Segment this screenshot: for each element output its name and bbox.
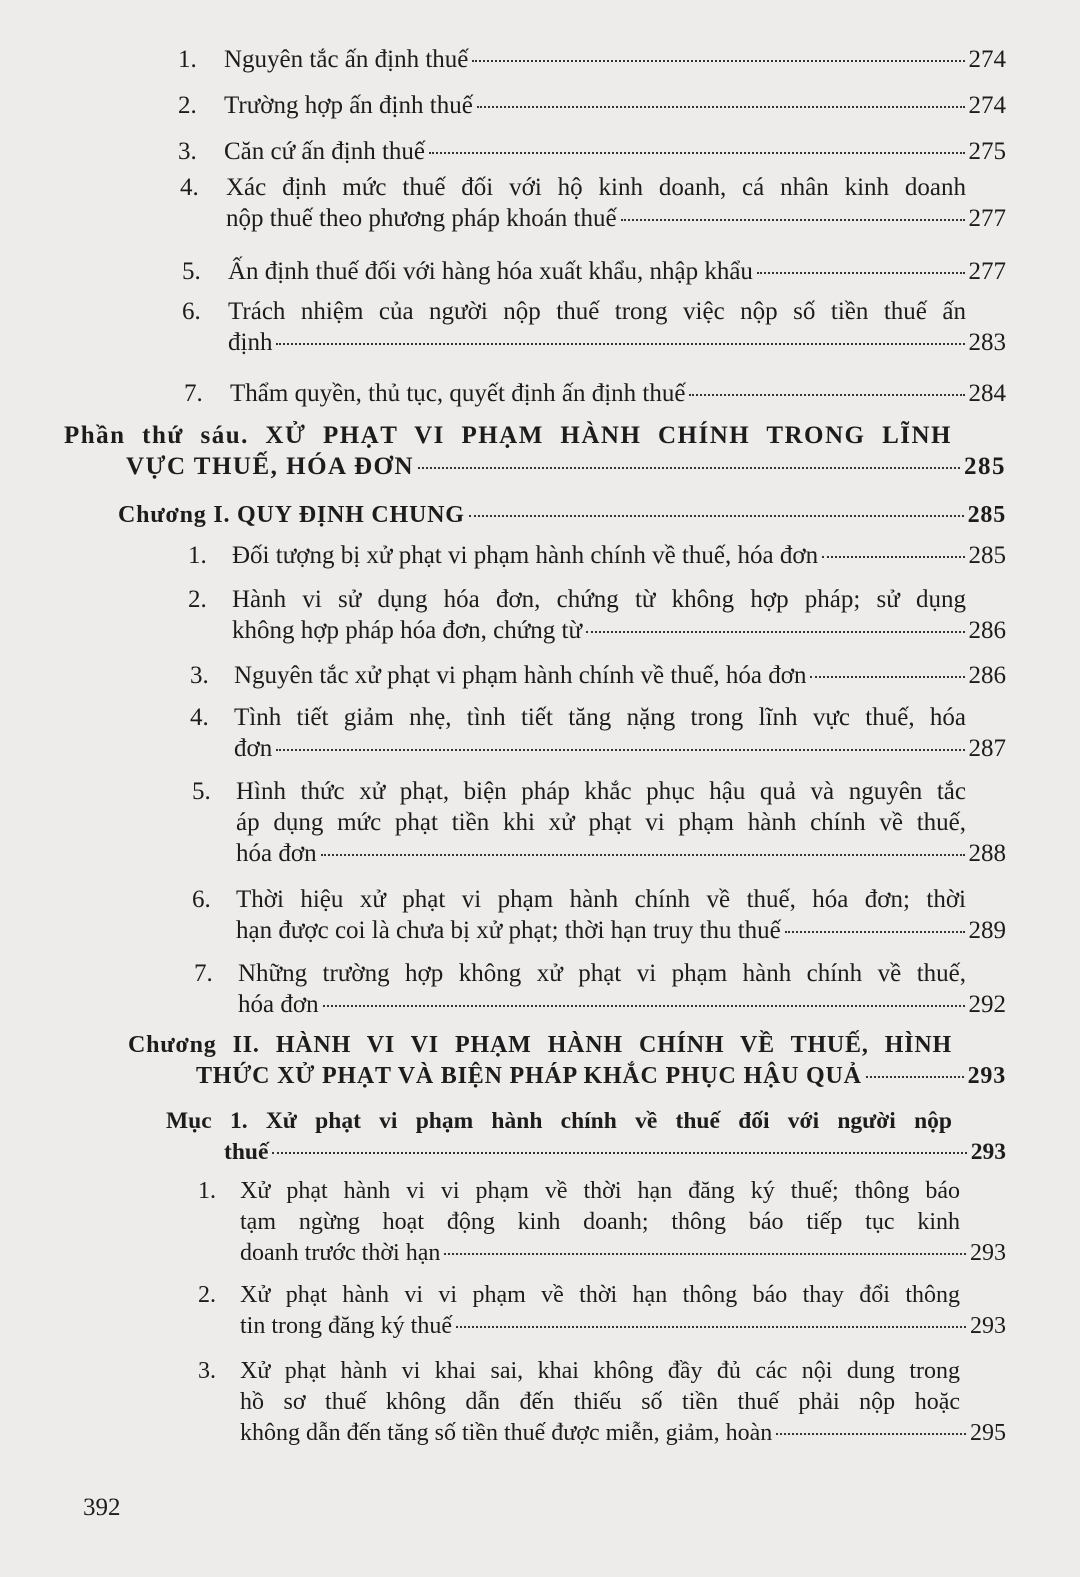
entry-number: 2. [188,586,207,613]
entry-title: Trách nhiệm của người nộp thuế trong việc nộp số tiền thuế ấn [228,298,966,325]
entry-title-cont: áp dụng mức phạt tiền khi xử phạt vi phạm hành chính về thuế, [236,809,966,836]
leader-dots [586,628,964,633]
leader-dots [469,512,964,517]
entry-title-cont: nộp thuế theo phương pháp khoán thuế [226,205,617,232]
entry-title-cont: đơn [234,735,273,762]
leader-dots [321,851,965,856]
entry-page: 277 [968,205,1006,232]
toc-entry[interactable] [178,44,1006,75]
entry-number: 2. [198,1282,216,1308]
section-heading[interactable] [166,1106,1006,1168]
entry-title: Xử phạt hành vi khai sai, khai không đầy đủ các nội dung trong [240,1358,960,1384]
entry-title: Ấn định thuế đối với hàng hóa xuất khẩu, nhập khẩu [228,258,753,285]
part-page: 285 [964,453,1006,480]
leader-dots [621,216,965,221]
leader-dots [272,1149,966,1154]
toc-entry[interactable] [182,296,1006,358]
toc-entry[interactable] [188,584,1006,646]
entry-title: Xác định mức thuế đối với hộ kinh doanh, cá nhân kinh doanh [226,174,966,201]
entry-title: Hình thức xử phạt, biện pháp khắc phục hậu quả và nguyên tắc [236,778,966,805]
toc-entry[interactable] [192,776,1006,869]
entry-page: 286 [968,662,1006,689]
leader-dots [323,1002,965,1007]
entry-title: Thời hiệu xử phạt vi phạm hành chính về thuế, hóa đơn; thời [236,886,966,913]
entry-number: 5. [192,778,211,805]
part-heading[interactable] [64,420,1006,482]
leader-dots [429,149,964,154]
entry-title-cont: hóa đơn [236,840,317,867]
chapter-title-cont: THỨC XỬ PHẠT VÀ BIỆN PHÁP KHẮC PHỤC HẬU QUẢ [196,1063,862,1089]
page-number: 392 [83,1494,121,1521]
toc-entry[interactable] [184,378,1006,409]
entry-number: 3. [190,662,209,689]
entry-title: Xử phạt hành vi vi phạm về thời hạn thông báo thay đổi thông [240,1282,960,1308]
entry-title: Xử phạt hành vi vi phạm về thời hạn đăng ký thuế; thông báo [240,1178,960,1204]
entry-page: 286 [968,617,1006,644]
leader-dots [276,746,964,751]
chapter-heading[interactable] [128,1030,1006,1092]
entry-title: Nguyên tắc xử phạt vi phạm hành chính về thuế, hóa đơn [234,662,807,689]
entry-page: 293 [970,1313,1006,1339]
entry-page: 293 [970,1240,1006,1266]
entry-page: 285 [968,542,1006,569]
entry-number: 1. [188,542,207,569]
entry-title: Những trường hợp không xử phạt vi phạm hành chính về thuế, [238,960,966,987]
entry-page: 283 [968,329,1006,356]
entry-page: 284 [968,380,1006,407]
entry-title-cont: không dẫn đến tăng số tiền thuế được miễn, giảm, hoàn [240,1420,773,1446]
leader-dots [444,1250,966,1255]
entry-number: 6. [182,298,201,325]
leader-dots [456,1323,966,1328]
leader-dots [276,340,964,345]
entry-title: Căn cứ ấn định thuế [224,138,426,165]
leader-dots [477,103,965,108]
toc-entry[interactable] [194,958,1006,1020]
toc-entry[interactable] [198,1356,1006,1449]
entry-number: 3. [198,1358,216,1384]
entry-page: 287 [968,735,1006,762]
entry-number: 7. [194,960,213,987]
leader-dots [866,1073,964,1078]
leader-dots [785,928,965,933]
chapter-title: Chương II. HÀNH VI VI PHẠM HÀNH CHÍNH VỀ THUẾ, HÌNH [128,1032,952,1058]
entry-number: 7. [184,380,203,407]
entry-title: Trường hợp ấn định thuế [224,92,473,119]
leader-dots [776,1430,966,1435]
entry-number: 6. [192,886,211,913]
entry-title-cont: hạn được coi là chưa bị xử phạt; thời hạn truy thu thuế [236,917,781,944]
leader-dots [822,553,964,558]
entry-page: 275 [968,138,1006,165]
entry-page: 277 [968,258,1006,285]
chapter-title: Chương I. QUY ĐỊNH CHUNG [118,502,465,528]
toc-entry[interactable] [190,660,1006,691]
entry-title-cont: không hợp pháp hóa đơn, chứng từ [232,617,583,644]
leader-dots [757,269,965,274]
entry-title-cont: định [228,329,273,356]
section-page: 293 [970,1139,1006,1165]
entry-number: 4. [190,704,209,731]
entry-title-cont: tạm ngừng hoạt động kinh doanh; thông báo tiếp tục kinh [240,1209,960,1235]
leader-dots [689,391,964,396]
entry-title: Đối tượng bị xử phạt vi phạm hành chính về thuế, hóa đơn [232,542,819,569]
chapter-heading[interactable] [118,500,1006,531]
entry-number: 4. [180,174,199,201]
toc-entry[interactable] [182,256,1006,287]
entry-title-cont: tin trong đăng ký thuế [240,1313,452,1339]
toc-entry[interactable] [178,136,1006,167]
entry-page: 292 [968,991,1006,1018]
entry-number: 3. [178,138,197,165]
entry-title-cont: hồ sơ thuế không dẫn đến thiếu số tiền thuế phải nộp hoặc [240,1389,960,1415]
chapter-page: 285 [967,502,1006,528]
toc-entry[interactable] [198,1280,1006,1342]
toc-entry[interactable] [190,702,1006,764]
entry-title: Nguyên tắc ấn định thuế [224,46,469,73]
entry-number: 5. [182,258,201,285]
entry-title-cont: hóa đơn [238,991,319,1018]
entry-title: Thẩm quyền, thủ tục, quyết định ấn định thuế [230,380,686,407]
entry-title-cont: doanh trước thời hạn [240,1240,441,1266]
entry-number: 1. [198,1178,216,1204]
part-title: Phần thứ sáu. XỬ PHẠT VI PHẠM HÀNH CHÍNH TRONG LĨNH [64,422,952,449]
toc-entry[interactable] [180,172,1006,234]
entry-page: 274 [968,46,1006,73]
chapter-page: 293 [967,1063,1006,1089]
entry-page: 274 [968,92,1006,119]
entry-title: Hành vi sử dụng hóa đơn, chứng từ không hợp pháp; sử dụng [232,586,966,613]
entry-number: 2. [178,92,197,119]
entry-page: 295 [970,1420,1006,1446]
section-title-cont: thuế [224,1139,269,1165]
toc-entry[interactable] [188,540,1006,571]
entry-page: 288 [968,840,1006,867]
part-title-cont: VỰC THUẾ, HÓA ĐƠN [126,453,415,480]
leader-dots [418,464,960,469]
toc-entry[interactable] [178,90,1006,121]
entry-number: 1. [178,46,197,73]
leader-dots [472,57,964,62]
entry-page: 289 [968,917,1006,944]
toc-entry[interactable] [198,1176,1006,1269]
entry-title: Tình tiết giảm nhẹ, tình tiết tăng nặng trong lĩnh vực thuế, hóa [234,704,966,731]
leader-dots [810,673,964,678]
section-title: Mục 1. Xử phạt vi phạm hành chính về thuế đối với người nộp [166,1108,952,1134]
toc-entry[interactable] [192,884,1006,946]
